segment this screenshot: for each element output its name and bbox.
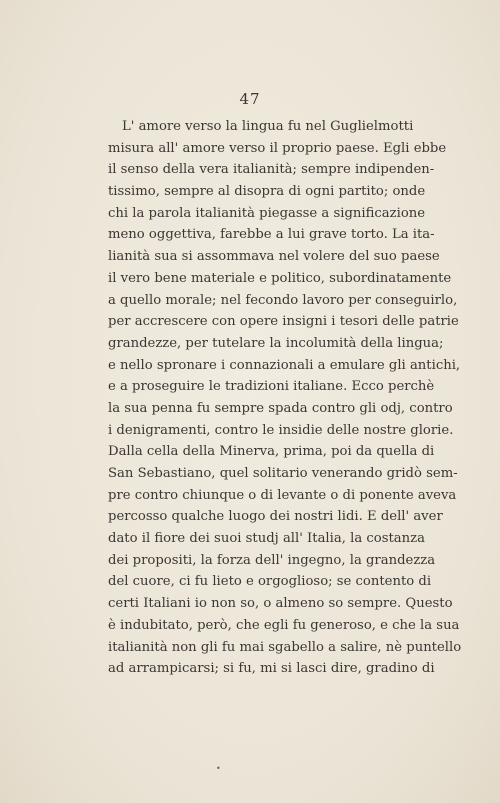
text-line: il senso della vera italianità; sempre indipenden- (108, 162, 435, 178)
text-line: pre contro chiunque o di levante o di ponente aveva (108, 487, 457, 503)
text-line: Dalla cella della Minerva, prima, poi da quella di (108, 444, 435, 460)
text-line: i denigramenti, contro le insidie delle nostre glorie. (108, 422, 454, 438)
text-line: ad arrampicarsi; si fu, mi si lasci dire, gradino di (108, 661, 435, 677)
text-line: dei propositi, la forza dell' ingegno, la grandezza (108, 552, 436, 568)
text-line: certi Italiani io non so, o almeno so sempre. Questo (108, 596, 453, 612)
text-line: italianità non gli fu mai sgabello a salire, nè puntello (108, 639, 462, 655)
text-line: L' amore verso la lingua fu nel Guglielmotti (122, 119, 414, 134)
text-line: e a proseguire le tradizioni italiane. Ecco perchè (108, 379, 435, 395)
text-line: San Sebastiano, quel solitario venerando gridò sem- (108, 466, 458, 481)
text-line: tissimo, sempre al disopra di ogni partito; onde (108, 184, 426, 200)
text-line: il vero bene materiale e politico, subordinatamente (108, 270, 452, 286)
body-text (108, 116, 462, 680)
text-line: la sua penna fu sempre spada contro gli odj, contro (108, 400, 453, 416)
text-line: meno oggettiva, farebbe a lui grave torto. La ita- (108, 227, 435, 243)
text-line: per accrescere con opere insigni i tesori delle patrie (108, 314, 459, 330)
text-line: del cuore, ci fu lieto e orgoglioso; se contento di (108, 574, 432, 590)
text-line: chi la parola italianità piegasse a significazione (108, 205, 426, 221)
page-number: 47 (239, 90, 261, 108)
text-line: lianità sua si assommava nel volere del suo paese (108, 249, 440, 265)
bottom-mark: • (216, 764, 221, 773)
text-line: e nello spronare i connazionali a emulare gli antichi, (108, 357, 461, 373)
text-line: dato il fiore dei suoi studj all' Italia, la costanza (108, 531, 425, 547)
text-line: a quello morale; nel fecondo lavoro per conseguirlo, (108, 292, 458, 308)
text-line: grandezze, per tutelare la incolumità della lingua; (108, 335, 444, 351)
text-line: percosso qualche luogo dei nostri lidi. E dell' aver (108, 509, 443, 525)
text-line: misura all' amore verso il proprio paese. Egli ebbe (108, 140, 447, 156)
text-line: è indubitato, però, che egli fu generoso, e che la sua (108, 617, 460, 633)
